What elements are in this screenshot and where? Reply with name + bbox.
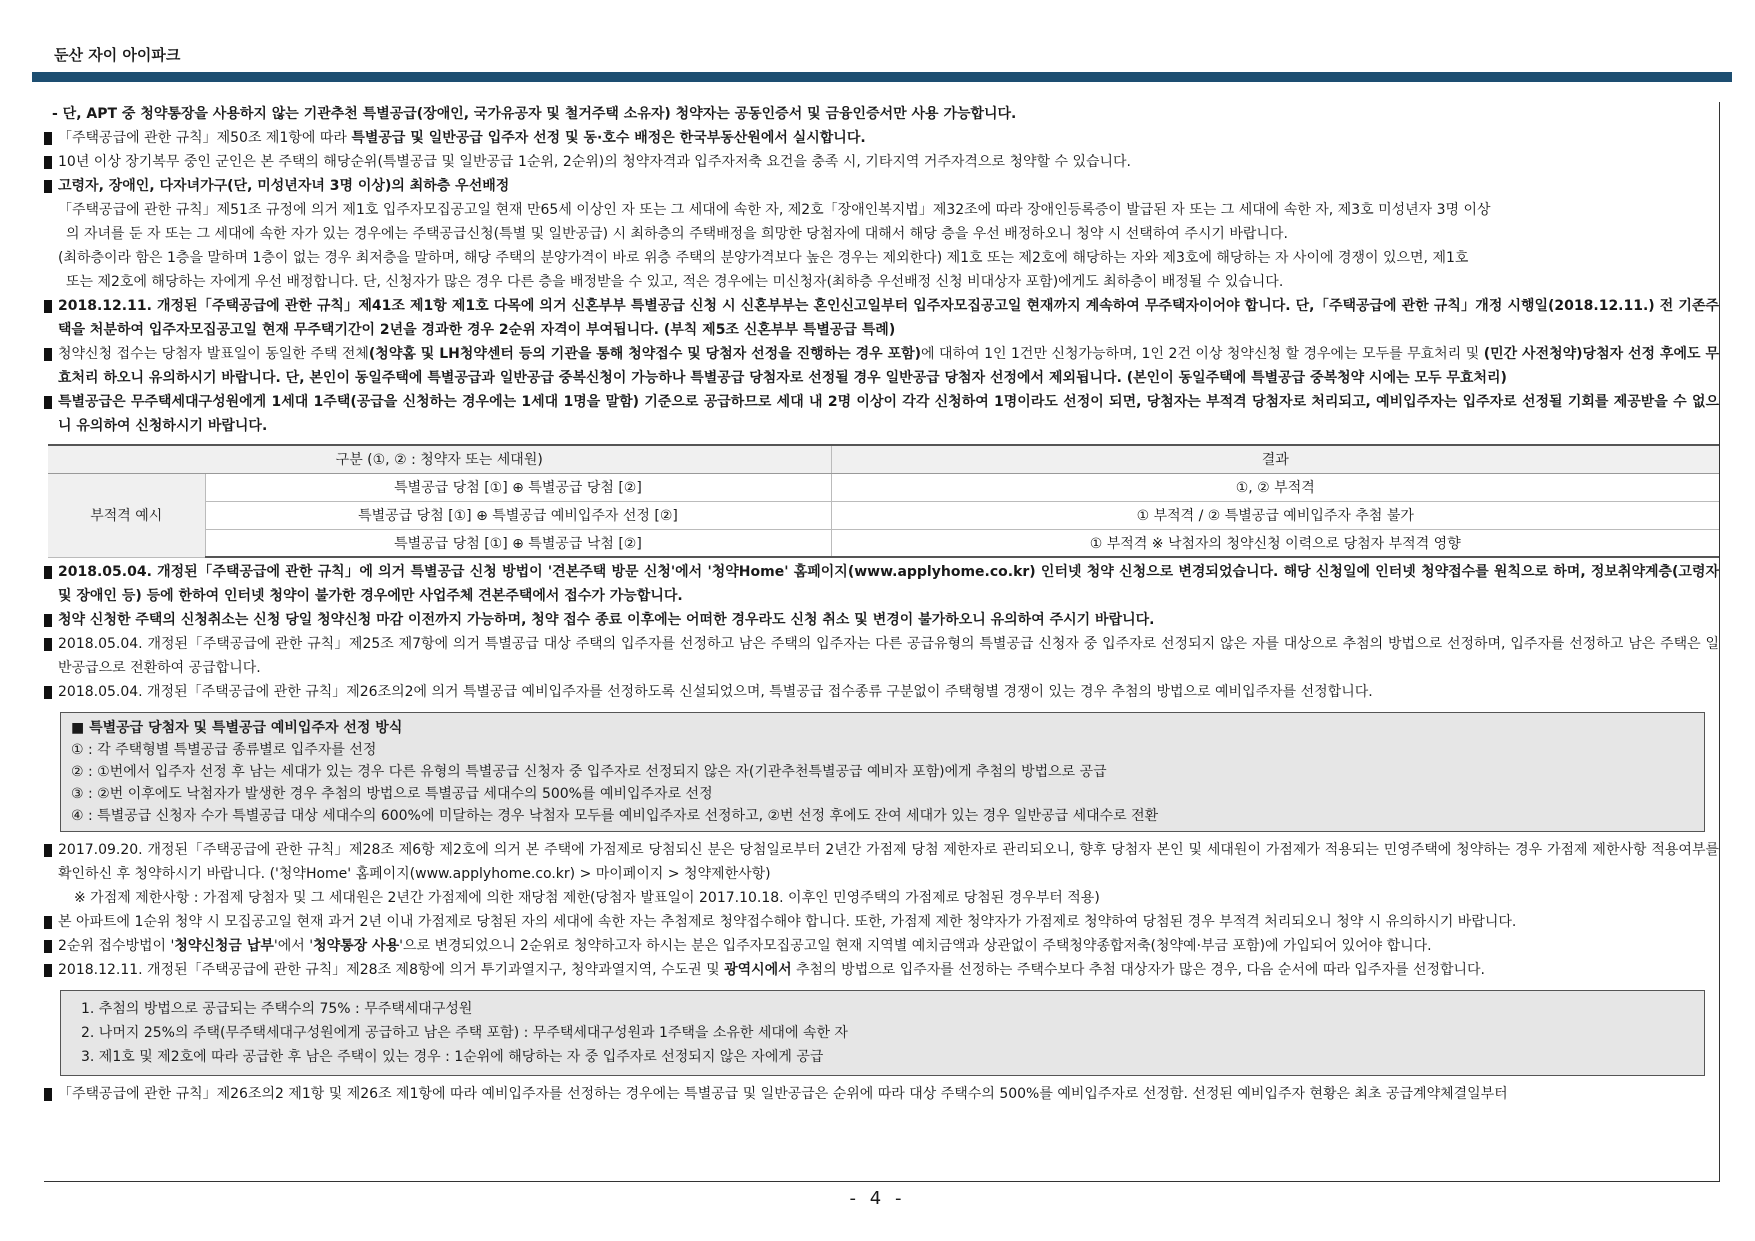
- bullet-square-icon: [44, 844, 52, 857]
- bullet-square-icon: [44, 638, 52, 651]
- table-row: [48, 529, 1719, 557]
- bullet-square-icon: [44, 1088, 52, 1101]
- bullet-square-icon: [44, 300, 52, 313]
- page-number: - 4 -: [849, 1188, 906, 1209]
- box-item: ④ : 특별공급 신청자 수가 특별공급 대상 세대수의 600%에 미달하는 경우 낙첨자 모두를 예비입주자로 선정하고, ②번 선정 후에도 잔여 세대가 있는 경우 일반공급 세대수로 전환: [71, 808, 1159, 824]
- lottery-order-box: [60, 990, 1705, 1076]
- box-item: 2. 나머지 25%의 주택(무주택세대구성원에게 공급하고 남은 주택 포함) : 무주택세대구성원과 1주택을 소유한 세대에 속한 자: [81, 1025, 848, 1041]
- table-header-result: 결과: [831, 445, 1719, 473]
- notice-paragraph: 「주택공급에 관한 규칙」제26조의2 제1항 및 제26조 제1항에 따라 예비입주자를 선정하는 경우에는 특별공급 및 일반공급은 순위에 따라 대상 주택수의 500%를 예비입주자로 선정함. 선정된 예비입주자 현황은 최초 공급계약체결일부터: [44, 1082, 1719, 1106]
- bullet-square-icon: [44, 964, 52, 977]
- table-cell-case: 특별공급 당첨 [①] ⊕ 특별공급 예비입주자 선정 [②]: [205, 501, 831, 529]
- notice-paragraph: 2018.12.11. 개정된「주택공급에 관한 규칙」제41조 제1항 제1호 다목에 의거 신혼부부 특별공급 신청 시 신혼부부는 혼인신고일부터 입주자모집공고일 현재까지 계속하여 무주택자이어야 합니다. 단,「주택공급에 관한 규칙」개정 시행일(2018.12.11.) 전 기존주택을 처분하여 입주자모집공고일 현재 무주택기간이 2년을 경과한 경우 2순위 자격이 부여됩니다. (부칙 제5조 신혼부부 특별공급 특례): [44, 294, 1719, 342]
- notice-paragraph: 10년 이상 장기복무 중인 군인은 본 주택의 해당순위(특별공급 및 일반공급 1순위, 2순위)의 청약자격과 입주자저축 요건을 충족 시, 기타지역 거주자격으로 청약할 수 있습니다.: [44, 150, 1719, 174]
- ineligibility-example-table: [48, 444, 1719, 558]
- header-bar: [32, 72, 1732, 82]
- notice-subtext: 의 자녀를 둔 자 또는 그 세대에 속한 자가 있는 경우에는 주택공급신청(특별 및 일반공급) 시 최하층의 주택배정을 희망한 당첨자에 대해서 해당 층을 우선 배정하오니 청약 시 선택하여 주시기 바랍니다.: [66, 226, 1288, 242]
- notice-paragraph: 2017.09.20. 개정된「주택공급에 관한 규칙」제28조 제6항 제2호에 의거 본 주택에 가점제로 당첨되신 분은 당첨일로부터 2년간 가점제 당첨 제한자로 관리되오니, 향후 당첨자 본인 및 세대원이 가점제가 적용되는 민영주택에 청약하는 경우 가점제 제한사항 적용여부를 확인하신 후 청약하시기 바랍니다. ('청약Home' 홈페이지(www.applyhome.co.kr) > 마이페이지 > 청약제한사항): [44, 838, 1719, 886]
- box-item: 1. 추첨의 방법으로 공급되는 주택수의 75% : 무주택세대구성원: [81, 1001, 473, 1017]
- table-row: [48, 501, 1719, 529]
- bullet-square-icon: [44, 940, 52, 953]
- table-side-label: 부적격 예시: [48, 473, 205, 557]
- notice-paragraph: 2018.05.04. 개정된「주택공급에 관한 규칙」에 의거 특별공급 신청 방법이 '견본주택 방문 신청'에서 '청약Home' 홈페이지(www.applyhome.co.kr) 인터넷 청약 신청으로 변경되었습니다. 해당 신청일에 인터넷 청약접수를 원칙으로 하며, 정보취약계층(고령자 및 장애인 등) 등에 한하여 인터넷 청약이 불가한 경우에만 사업주체 견본주택에서 접수가 가능합니다.: [44, 560, 1719, 608]
- notice-paragraph: 청약 신청한 주택의 신청취소는 신청 당일 청약신청 마감 이전까지 가능하며, 청약 접수 종료 이후에는 어떠한 경우라도 신청 취소 및 변경이 불가하오니 유의하여 주시기 바랍니다.: [44, 608, 1719, 632]
- notice-paragraph: 「주택공급에 관한 규칙」제50조 제1항에 따라 특별공급 및 일반공급 입주자 선정 및 동·호수 배정은 한국부동산원에서 실시합니다.: [44, 126, 1719, 150]
- bullet-square-icon: [44, 180, 52, 193]
- notice-subtext: ※ 가점제 제한사항 : 가점제 당첨자 및 그 세대원은 2년간 가점제에 의한 재당첨 제한(당첨자 발표일이 2017.10.18. 이후인 민영주택의 가점제로 당첨된 경우부터 적용): [74, 890, 1100, 906]
- notice-paragraph: 고령자, 장애인, 다자녀가구(단, 미성년자녀 3명 이상)의 최하층 우선배정: [44, 174, 1719, 198]
- bullet-square-icon: [44, 686, 52, 699]
- box-item: ③ : ②번 이후에도 낙첨자가 발생한 경우 추첨의 방법으로 특별공급 세대수의 500%를 예비입주자로 선정: [71, 786, 713, 802]
- notice-paragraph: 본 아파트에 1순위 청약 시 모집공고일 현재 과거 2년 이내 가점제로 당첨된 자의 세대에 속한 자는 추첨제로 청약접수해야 합니다. 또한, 가점제 제한 청약자가 가점제로 청약하여 당첨된 경우 부적격 처리되오니 청약 시 유의하시기 바랍니다.: [44, 910, 1719, 934]
- table-cell-case: 특별공급 당첨 [①] ⊕ 특별공급 낙첨 [②]: [205, 529, 831, 557]
- notice-paragraph: 2018.05.04. 개정된「주택공급에 관한 규칙」제25조 제7항에 의거 특별공급 대상 주택의 입주자를 선정하고 남은 주택의 입주자는 다른 공급유형의 특별공급 신청자 중 입주자로 선정되지 않은 자를 대상으로 추첨의 방법으로 선정하며, 입주자를 선정하고 남은 주택은 일반공급으로 전환하여 공급합니다.: [44, 632, 1719, 680]
- table-cell-result: ① 부적격 / ② 특별공급 예비입주자 추첨 불가: [831, 501, 1719, 529]
- table-row: [48, 473, 1719, 501]
- notice-subtext: 또는 제2호에 해당하는 자에게 우선 배정합니다. 단, 신청자가 많은 경우 다른 층을 배정받을 수 있고, 적은 경우에는 미신청자(최하층 우선배정 신청 비대상자 포함)에게도 최하층이 배정될 수 있습니다.: [66, 274, 1284, 290]
- bullet-square-icon: [44, 396, 52, 409]
- bullet-square-icon: [44, 348, 52, 361]
- notice-paragraph: 2018.12.11. 개정된「주택공급에 관한 규칙」제28조 제8항에 의거 투기과열지구, 청약과열지역, 수도권 및 광역시에서 추첨의 방법으로 입주자를 선정하는 주택수보다 추첨 대상자가 많은 경우, 다음 순서에 따라 입주자를 선정합니다.: [44, 958, 1719, 982]
- notice-body: [44, 102, 1720, 1182]
- table-cell-result: ① 부적격 ※ 낙첨자의 청약신청 이력으로 당첨자 부적격 영향: [831, 529, 1719, 557]
- box-item: ① : 각 주택형별 특별공급 종류별로 입주자를 선정: [71, 742, 377, 758]
- box-title: ■ 특별공급 당첨자 및 특별공급 예비입주자 선정 방식: [71, 720, 403, 736]
- table-cell-result: ①, ② 부적격: [831, 473, 1719, 501]
- notice-paragraph: 특별공급은 무주택세대구성원에게 1세대 1주택(공급을 신청하는 경우에는 1세대 1명을 말함) 기준으로 공급하므로 세대 내 2명 이상이 각각 신청하여 1명이라도 선정이 되면, 당첨자는 부적격 당첨자로 처리되고, 예비입주자는 입주자로 선정될 기회를 제공받을 수 없으니 유의하여 신청하시기 바랍니다.: [44, 390, 1719, 438]
- bullet-square-icon: [44, 614, 52, 627]
- notice-paragraph: - 단, APT 중 청약통장을 사용하지 않는 기관추천 특별공급(장애인, 국가유공자 및 철거주택 소유자) 청약자는 공동인증서 및 금융인증서만 사용 가능합니다.: [52, 106, 1017, 122]
- notice-subtext: 「주택공급에 관한 규칙」제51조 규정에 의거 제1호 입주자모집공고일 현재 만65세 이상인 자 또는 그 세대에 속한 자, 제2호「장애인복지법」제32조에 따라 장애인등록증이 발급된 자 또는 그 세대에 속한 자, 제3호 미성년자 3명 이상: [58, 202, 1491, 218]
- bullet-square-icon: [44, 156, 52, 169]
- bullet-square-icon: [44, 916, 52, 929]
- notice-paragraph: 청약신청 접수는 당첨자 발표일이 동일한 주택 전체(청약홈 및 LH청약센터 등의 기관을 통해 청약접수 및 당첨자 선정을 진행하는 경우 포함)에 대하여 1인 1건만 신청가능하며, 1인 2건 이상 청약신청 할 경우에는 모두를 무효처리 및 (민간 사전청약)당첨자 선정 후에도 무효처리 하오니 유의하시기 바랍니다. 단, 본인이 동일주택에 특별공급과 일반공급 중복신청이 가능하나 특별공급 당첨자로 선정될 경우 일반공급 당첨자 선정에서 제외됩니다. (본인이 동일주택에 특별공급 중복청약 시에는 모두 무효처리): [44, 342, 1719, 390]
- special-supply-selection-box: [60, 712, 1705, 832]
- bullet-square-icon: [44, 566, 52, 579]
- table-cell-case: 특별공급 당첨 [①] ⊕ 특별공급 당첨 [②]: [205, 473, 831, 501]
- bullet-square-icon: [44, 132, 52, 145]
- box-item: ② : ①번에서 입주자 선정 후 남는 세대가 있는 경우 다른 유형의 특별공급 신청자 중 입주자로 선정되지 않은 자(기관추천특별공급 예비자 포함)에게 추첨의 방법으로 공급: [71, 764, 1107, 780]
- box-item: 3. 제1호 및 제2호에 따라 공급한 후 남은 주택이 있는 경우 : 1순위에 해당하는 자 중 입주자로 선정되지 않은 자에게 공급: [81, 1049, 824, 1065]
- document-header-title: 둔산 자이 아이파크: [54, 46, 181, 64]
- notice-paragraph: 2순위 접수방법이 '청약신청금 납부'에서 '청약통장 사용'으로 변경되었으니 2순위로 청약하고자 하시는 분은 입주자모집공고일 현재 지역별 예치금액과 상관없이 주택청약종합저축(청약예·부금 포함)에 가입되어 있어야 합니다.: [44, 934, 1719, 958]
- table-header-category: 구분 (①, ② : 청약자 또는 세대원): [48, 445, 831, 473]
- notice-subtext: (최하층이라 함은 1층을 말하며 1층이 없는 경우 최저층을 말하며, 해당 주택의 분양가격이 바로 위층 주택의 분양가격보다 높은 경우는 제외한다) 제1호 또는 제2호에 해당하는 자와 제3호에 해당하는 자 사이에 경쟁이 있으면, 제1호: [58, 250, 1469, 266]
- notice-paragraph: 2018.05.04. 개정된「주택공급에 관한 규칙」제26조의2에 의거 특별공급 예비입주자를 선정하도록 신설되었으며, 특별공급 접수종류 구분없이 주택형별 경쟁이 있는 경우 추첨의 방법으로 예비입주자를 선정합니다.: [44, 680, 1719, 704]
